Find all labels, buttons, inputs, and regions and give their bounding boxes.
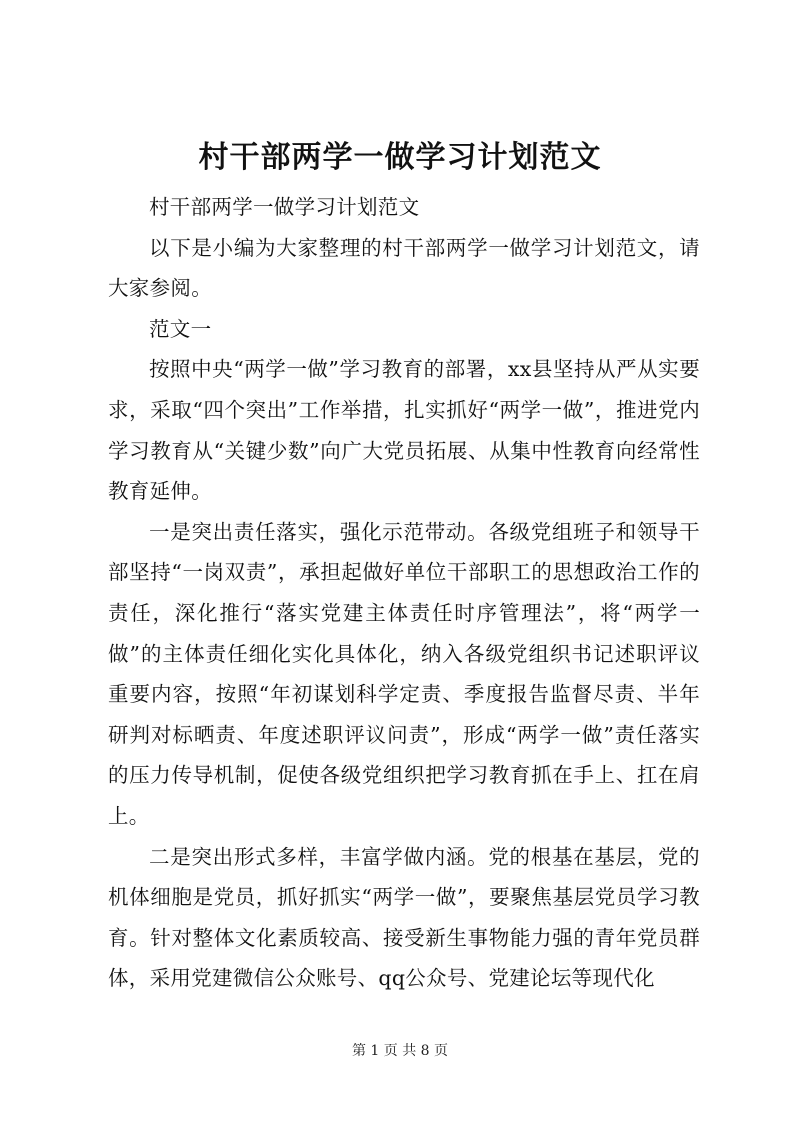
paragraph-intro: 以下是小编为大家整理的村干部两学一做学习计划范文，请大家参阅。 xyxy=(108,235,700,301)
page-footer: 第 1 页 共 8 页 xyxy=(351,1043,449,1059)
paragraph-point-two: 二是突出形式多样，丰富学做内涵。党的根基在基层，党的机体细胞是党员，抓好抓实“两学一做”，要聚焦基层党员学习教育。针对整体文化素质较高、接受新生事物能力强的青年党员群体，采用党建微信公众账号、qq公众号、党建论坛等现代化 xyxy=(108,844,700,991)
document-body xyxy=(108,187,700,999)
paragraph-sample-heading: 范文一 xyxy=(149,316,212,341)
paragraph-overview: 按照中央“两学一做”学习教育的部署，xx县坚持从严从实要求，采取“四个突出”工作举措，扎实抓好“两学一做”，推进党内学习教育从“关键少数”向广大党员拓展、从集中性教育向经常性教育延伸。 xyxy=(108,357,700,504)
document-title: 村干部两学一做学习计划范文 xyxy=(198,140,602,175)
paragraph-subtitle: 村干部两学一做学习计划范文 xyxy=(149,195,420,219)
paragraph-point-one: 一是突出责任落实，强化示范带动。各级党组班子和领导干部坚持“一岗双责”，承担起做好单位干部职工的思想政治工作的责任，深化推行“落实党建主体责任时序管理法”，将“两学一做”的主体责任细化实化具体化，纳入各级党组织书记述职评议重要内容，按照“年初谋划科学定责、季度报告监督尽责、半年研判对标晒责、年度述职评议问责”，形成“两学一做”责任落实的压力传导机制，促使各级党组织把学习教育抓在手上、扛在肩上。 xyxy=(108,519,700,828)
